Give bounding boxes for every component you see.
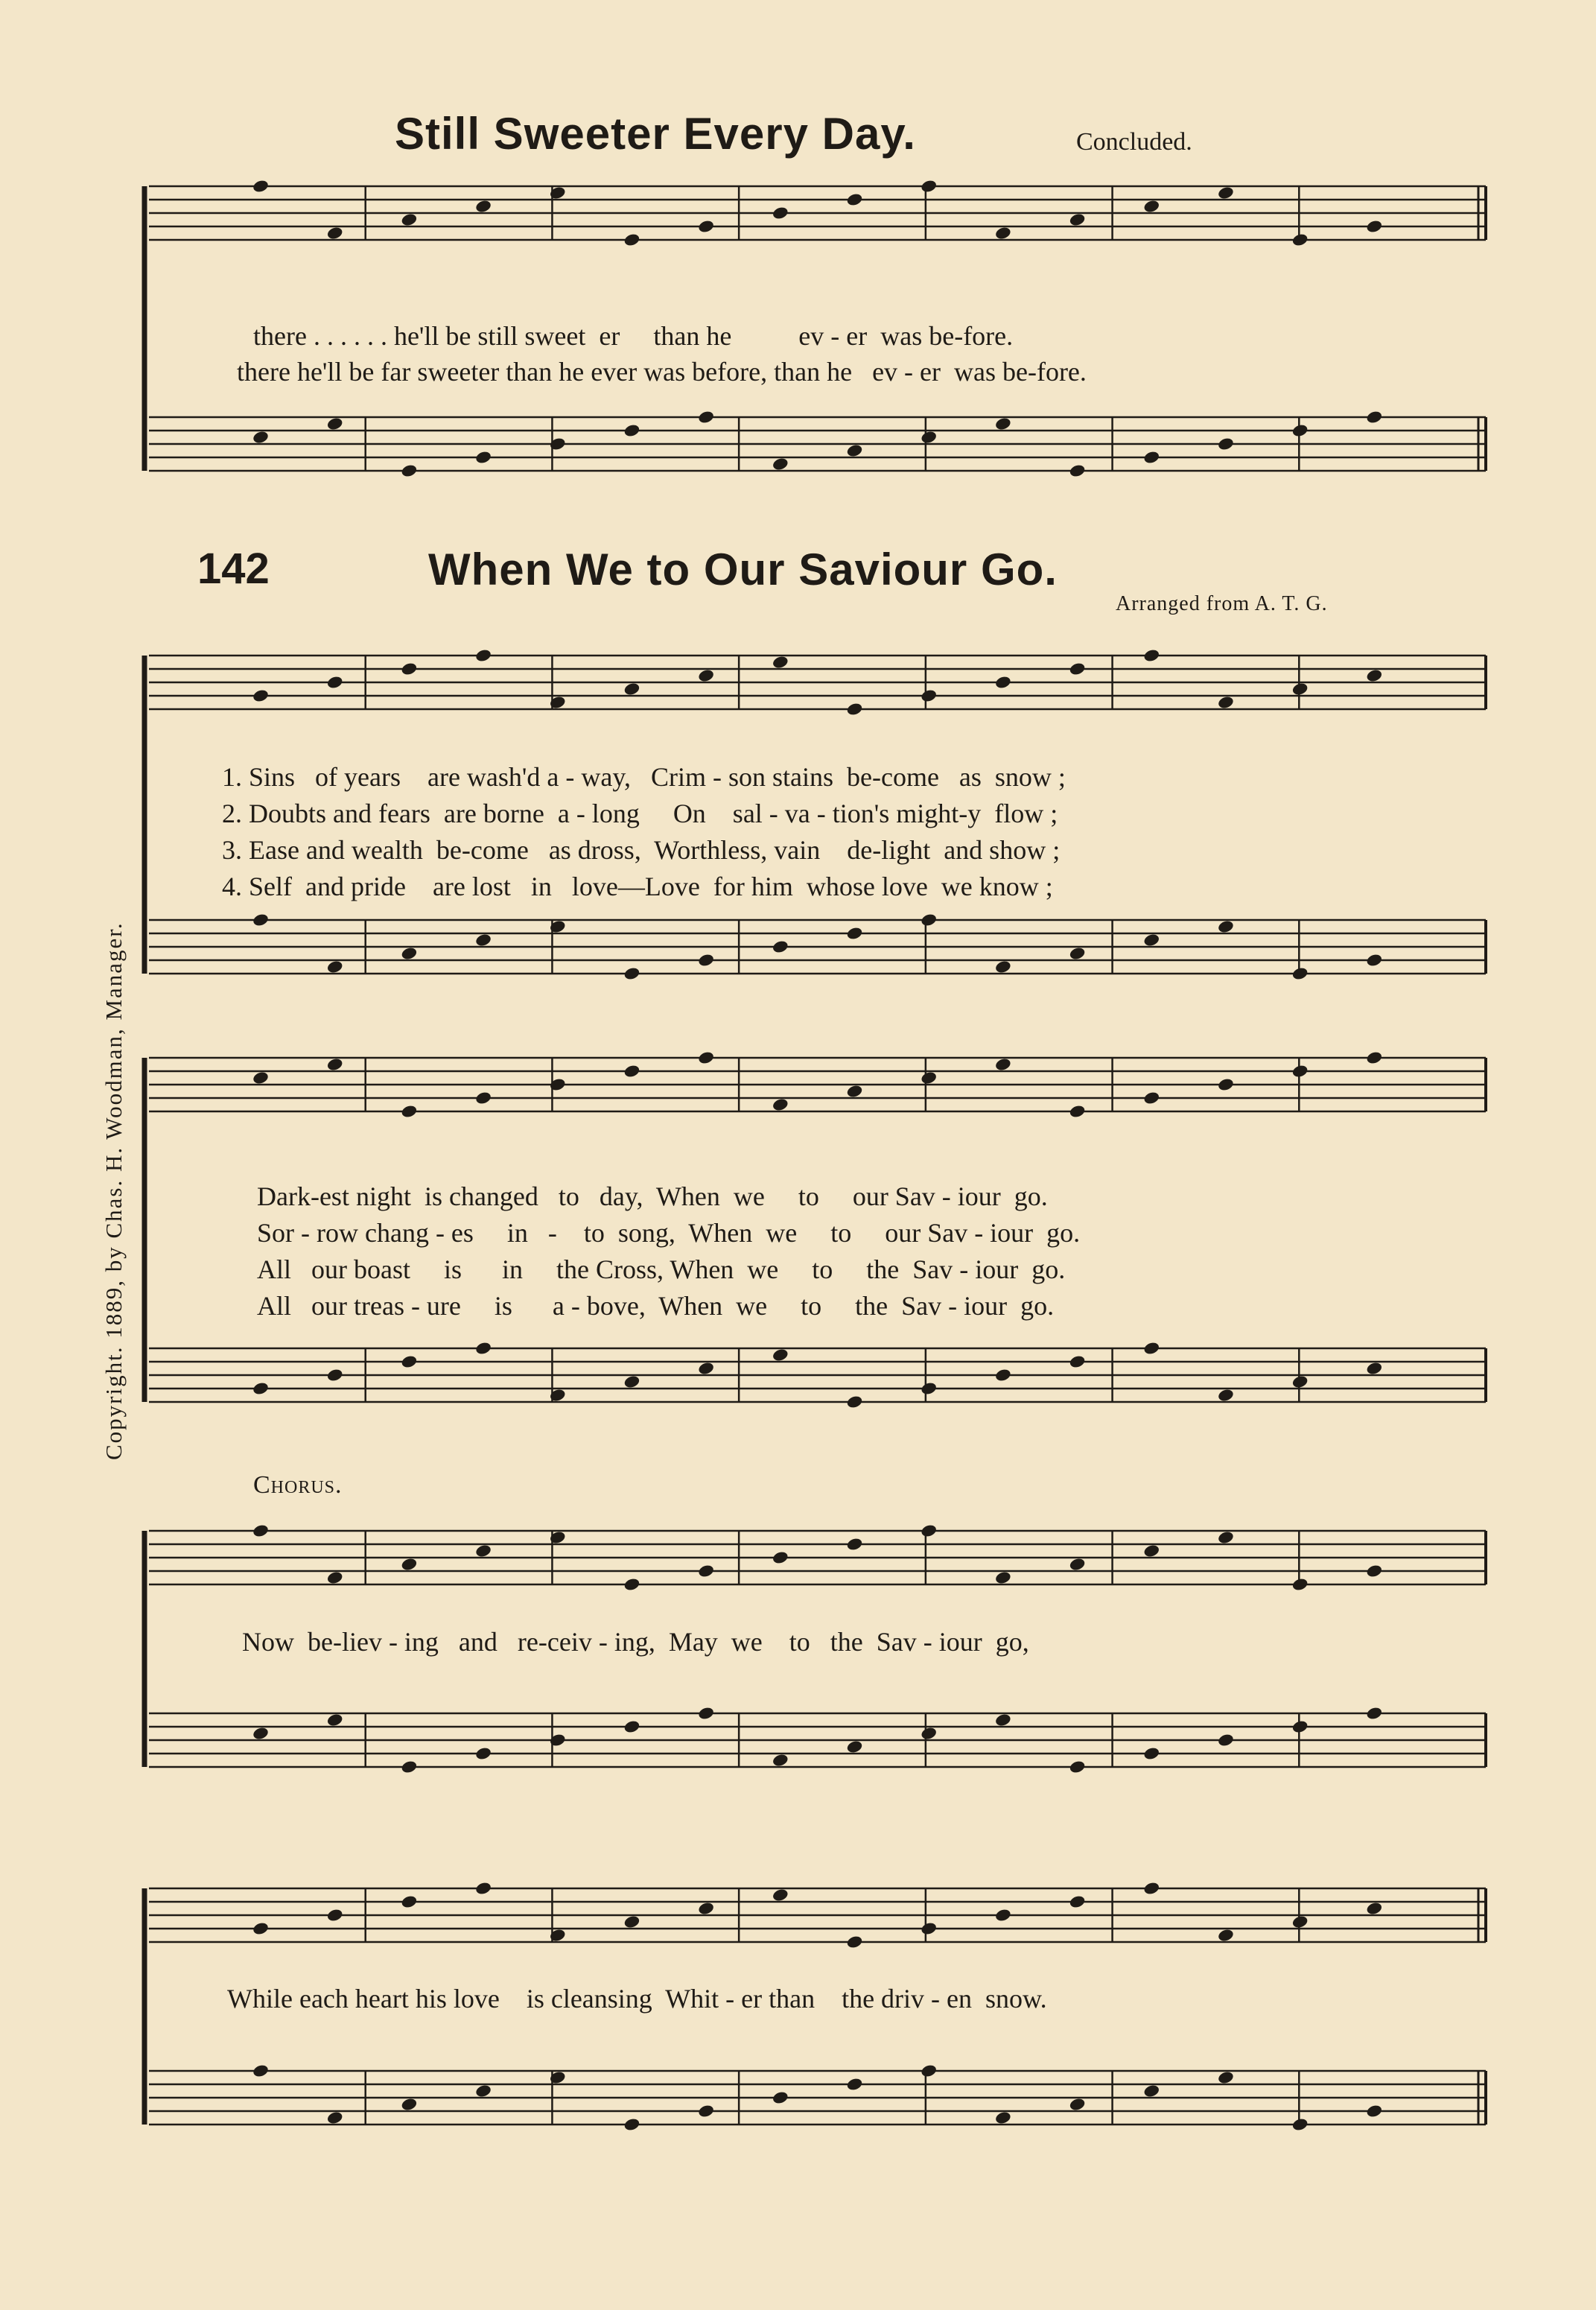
hymn-title: When We to Our Saviour Go. [428,545,1058,594]
prev-hymn-title: Still Sweeter Every Day. [395,109,916,159]
verse-2-line-a: 2. Doubts and fears are borne a - long On sal - va - tion's might-y flow ; [222,799,1058,828]
verse-1-line-a: 1. Sins of years are wash'd a - way, Crim - son stains be-come as snow ; [222,762,1066,792]
verse-3-line-b: All our boast is in the Cross, When we to the Sav - iour go. [257,1254,1066,1284]
chorus-line-1: Now be-liev - ing and re-ceiv - ing, May we to the Sav - iour go, [242,1627,1029,1657]
chorus-label: Chorus. [253,1471,343,1499]
copyright-notice: Copyright. 1889, by Chas. H. Woodman, Manager. [101,921,127,1460]
verse-4-line-b: All our treas - ure is a - bove, When we to the Sav - iour go. [257,1291,1055,1321]
prev-hymn-note: Concluded. [1076,128,1192,156]
hymn-number: 142 [197,545,270,593]
hymn-arranger: Arranged from A. T. G. [1116,592,1328,615]
verse-3-line-a: 3. Ease and wealth be-come as dross, Worthless, vain de-light and show ; [222,835,1061,865]
prev-lyric-line-2: there he'll be far sweeter than he ever was before, than he ev - er was be-fore. [237,357,1087,387]
prev-lyric-line-1: there . . . . . . he'll be still sweet er than he ev - er was be-fore. [253,321,1014,351]
verse-4-line-a: 4. Self and pride are lost in love—Love for him whose love we know ; [222,872,1053,901]
chorus-line-2: While each heart his love is cleansing Whit - er than the driv - en snow. [227,1984,1047,2014]
verse-2-line-b: Sor - row chang - es in - to song, When we to our Sav - iour go. [257,1218,1081,1248]
verse-1-line-b: Dark-est night is changed to day, When we to our Sav - iour go. [257,1181,1048,1211]
